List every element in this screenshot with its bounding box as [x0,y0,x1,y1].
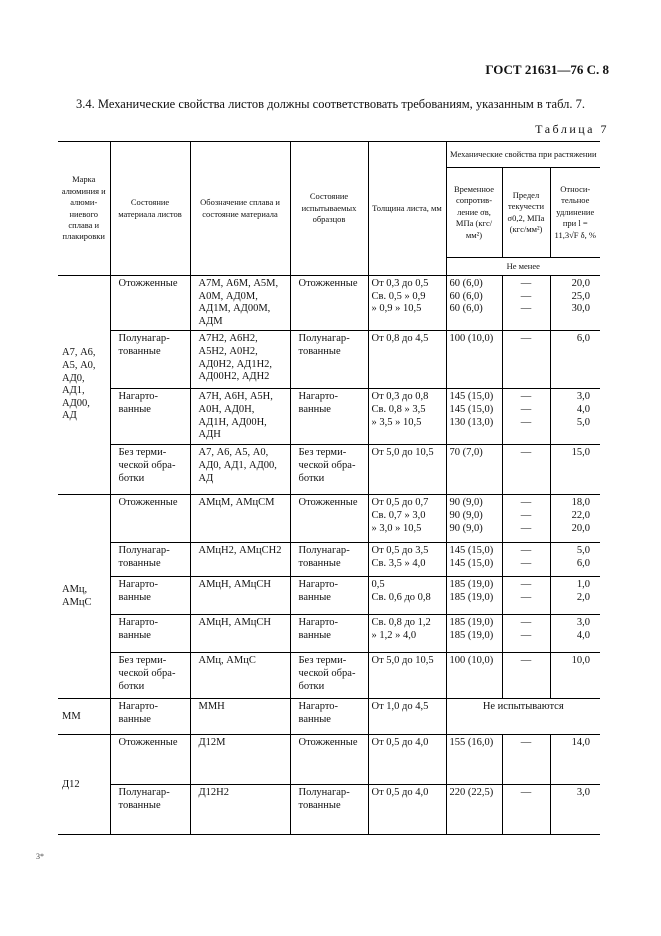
yield-cell [502,276,550,331]
yield-value: — [520,617,532,629]
tensile-cell [446,331,502,389]
footer-mark: 3* [36,852,44,861]
yield-cell [502,653,550,699]
elongation-value: 15,0 [571,447,590,459]
thickness-cell [368,615,446,653]
col-header-min-note: Не менее [446,258,600,276]
test-condition-cell: Нагартованные [290,615,368,653]
thickness-cell [368,331,446,389]
tensile-value: 70 (7,0) [449,447,483,459]
tensile-cell [446,735,502,785]
thickness-cell [368,389,446,445]
designation-cell: Д12Н2 [190,785,290,835]
elongation-cell [550,785,600,835]
yield-value: — [520,509,532,521]
yield-cell [502,785,550,835]
designation-cell: АМцМ, АМцСМ [190,495,290,543]
tensile-value: 145 (15,0) [449,545,494,557]
thickness-cell [368,543,446,577]
yield-value: — [520,497,532,509]
thickness-value: » 3,0 » 10,5 [371,522,422,534]
table-row [58,577,600,615]
test-condition-cell: Полунагартованные [290,543,368,577]
designation-cell: А7Н, А6Н, А5Н, А0Н, АД0Н, АД1Н, АД00Н, АДН [190,389,290,445]
tensile-value: 185 (19,0) [449,579,494,591]
tensile-cell [446,543,502,577]
tensile-cell [446,785,502,835]
designation-cell: ММН [190,699,290,735]
thickness-value: От 1,0 до 4,5 [371,701,429,713]
table-row [58,699,600,735]
tensile-value: 185 (19,0) [449,617,494,629]
mechanical-properties-table [58,141,600,835]
yield-value: — [520,278,532,289]
col-header-grade: Марка алюминия и алюминиевого сплава и плакировки [58,142,110,276]
col-header-elongation: Относительное удлинение при l = 11,3√F δ, % [550,168,600,258]
designation-cell: АМцН2, АМцСН2 [190,543,290,577]
elongation-value: 20,0 [571,522,590,534]
elongation-value: 4,0 [576,629,590,641]
thickness-value: От 5,0 до 10,5 [371,655,434,667]
tensile-cell [446,615,502,653]
thickness-value: Св. 0,5 » 0,9 [371,290,426,302]
supply-condition-cell: Нагартованные [110,389,190,445]
test-condition-cell: Отожженные [290,495,368,543]
yield-value: — [520,737,532,749]
thickness-cell [368,653,446,699]
yield-value: — [520,545,532,557]
thickness-value: От 0,5 до 0,7 [371,497,429,509]
col-header-yield: Предел текучести σ0,2, МПа (кгс/мм²) [502,168,550,258]
designation-cell: А7Н2, А6Н2, А5Н2, А0Н2, АД0Н2, АД1Н2, АД00Н2, АДН2 [190,331,290,389]
thickness-value: » 1,2 » 4,0 [371,629,417,641]
table-row [58,735,600,785]
elongation-cell [550,331,600,389]
tensile-cell [446,577,502,615]
test-condition-cell: Полунагартованные [290,785,368,835]
not-tested-cell: Не испытываются [446,699,600,735]
designation-cell: АМцН, АМцСН [190,615,290,653]
elongation-value: 3,0 [576,617,590,629]
supply-condition-cell: Без термической обработки [110,445,190,495]
elongation-value: 22,0 [571,509,590,521]
thickness-value: Св. 0,8 до 1,2 [371,617,431,629]
yield-cell [502,615,550,653]
table-row [58,615,600,653]
supply-condition-cell: Полунагартованные [110,331,190,389]
thickness-cell [368,445,446,495]
thickness-value: 0,5 [371,579,385,591]
col-header-mech-group: Механические свойства при растяжении [446,142,600,168]
grade-cell: Д12 [58,735,110,835]
yield-value: — [520,655,532,667]
grade-cell: АМц, АМцС [58,495,110,699]
table-row [58,331,600,389]
table-row [58,276,600,331]
yield-cell [502,735,550,785]
yield-value: — [520,579,532,591]
elongation-cell [550,735,600,785]
tensile-value: 90 (9,0) [449,497,483,509]
elongation-value: 14,0 [571,737,590,749]
elongation-value: 30,0 [571,303,590,315]
elongation-value: 3,0 [576,787,590,799]
tensile-value: 185 (19,0) [449,629,494,641]
yield-cell [502,543,550,577]
supply-condition-cell: Полунагартованные [110,543,190,577]
elongation-value: 20,0 [571,278,590,289]
designation-cell: А7, А6, А5, А0, АД0, АД1, АД00, АД [190,445,290,495]
thickness-cell [368,735,446,785]
tensile-cell [446,389,502,445]
col-header-test: Состояние испытываемых образцов [290,142,368,276]
thickness-value: Св. 3,5 » 4,0 [371,557,426,569]
thickness-cell [368,699,446,735]
supply-condition-cell: Полунагартованные [110,785,190,835]
tensile-cell [446,495,502,543]
tensile-value: 60 (6,0) [449,278,483,289]
elongation-value: 3,0 [576,391,590,403]
yield-value: — [520,787,532,799]
designation-cell: Д12М [190,735,290,785]
col-header-tensile: Временное сопротивление σв, МПа (кгс/мм²) [446,168,502,258]
yield-cell [502,495,550,543]
tensile-value: 145 (15,0) [449,391,494,403]
elongation-value: 6,0 [576,557,590,569]
elongation-value: 25,0 [571,290,590,302]
test-condition-cell: Нагартованные [290,389,368,445]
document-header: ГОСТ 21631—76 С. 8 [485,62,609,77]
tensile-value: 100 (10,0) [449,333,494,345]
test-condition-cell: Без термической обработки [290,445,368,495]
designation-cell: А7М, А6М, А5М, А0М, АД0М, АД1М, АД00М, АДМ [190,276,290,331]
thickness-cell [368,495,446,543]
elongation-value: 1,0 [576,579,590,591]
table-row [58,445,600,495]
col-header-designation: Обозначение сплава и состояние материала [190,142,290,276]
thickness-value: » 3,5 » 10,5 [371,416,422,428]
thickness-value: От 0,3 до 0,8 [371,391,429,403]
table-row [58,653,600,699]
elongation-cell [550,495,600,543]
table-row [58,543,600,577]
elongation-value: 4,0 [576,403,590,415]
intro-paragraph: 3.4. Механические свойства листов должны соответствовать требованиям, указанным в табл. 7. [76,97,586,111]
tensile-value: 100 (10,0) [449,655,494,667]
thickness-value: Св. 0,6 до 0,8 [371,591,431,603]
elongation-value: 18,0 [571,497,590,509]
elongation-cell [550,276,600,331]
elongation-cell [550,543,600,577]
supply-condition-cell: Нагартованные [110,577,190,615]
yield-value: — [520,290,532,302]
test-condition-cell: Отожженные [290,735,368,785]
elongation-value: 5,0 [576,545,590,557]
thickness-value: От 0,5 до 3,5 [371,545,429,557]
thickness-cell [368,577,446,615]
yield-value: — [520,522,532,534]
table-row [58,389,600,445]
thickness-value: От 0,5 до 4,0 [371,737,429,749]
tensile-cell [446,653,502,699]
elongation-cell [550,577,600,615]
yield-value: — [520,333,532,345]
thickness-value: От 0,3 до 0,5 [371,278,429,289]
elongation-value: 2,0 [576,591,590,603]
test-condition-cell: Полунагартованные [290,331,368,389]
yield-value: — [520,447,532,459]
elongation-cell [550,653,600,699]
supply-condition-cell: Без термической обработки [110,653,190,699]
thickness-value: » 0,9 » 10,5 [371,303,422,315]
yield-value: — [520,303,532,315]
tensile-value: 60 (6,0) [449,303,483,315]
yield-value: — [520,629,532,641]
yield-value: — [520,557,532,569]
tensile-cell [446,445,502,495]
grade-cell: А7, А6, А5, А0, АД0, АД1, АД00, АД [58,276,110,495]
designation-cell: АМц, АМцС [190,653,290,699]
tensile-value: 155 (16,0) [449,737,494,749]
elongation-cell [550,615,600,653]
test-condition-cell: Без термической обработки [290,653,368,699]
thickness-value: Св. 0,7 » 3,0 [371,509,426,521]
test-condition-cell: Отожженные [290,276,368,331]
thickness-value: Св. 0,8 » 3,5 [371,403,426,415]
table-body [58,276,600,835]
yield-value: — [520,403,532,415]
supply-condition-cell: Отожженные [110,276,190,331]
supply-condition-cell: Нагартованные [110,699,190,735]
thickness-value: От 5,0 до 10,5 [371,447,434,459]
table-caption: Таблица 7 [535,122,609,136]
yield-cell [502,577,550,615]
tensile-value: 130 (13,0) [449,416,494,428]
elongation-cell [550,389,600,445]
test-condition-cell: Нагартованные [290,577,368,615]
supply-condition-cell: Отожженные [110,735,190,785]
yield-cell [502,445,550,495]
elongation-value: 6,0 [576,333,590,345]
table-row [58,495,600,543]
thickness-value: От 0,8 до 4,5 [371,333,429,345]
table-row [58,785,600,835]
supply-condition-cell: Нагартованные [110,615,190,653]
yield-value: — [520,391,532,403]
tensile-value: 60 (6,0) [449,290,483,302]
yield-cell [502,389,550,445]
elongation-value: 5,0 [576,416,590,428]
tensile-value: 185 (19,0) [449,591,494,603]
yield-value: — [520,416,532,428]
col-header-supply: Состояние материала листов [110,142,190,276]
tensile-value: 220 (22,5) [449,787,494,799]
tensile-cell [446,276,502,331]
elongation-cell [550,445,600,495]
tensile-value: 145 (15,0) [449,557,494,569]
elongation-value: 10,0 [571,655,590,667]
thickness-cell [368,276,446,331]
thickness-cell [368,785,446,835]
col-header-thickness: Толщина листа, мм [368,142,446,276]
tensile-value: 90 (9,0) [449,509,483,521]
tensile-value: 90 (9,0) [449,522,483,534]
grade-cell: ММ [58,699,110,735]
designation-cell: АМцН, АМцСН [190,577,290,615]
test-condition-cell: Нагартованные [290,699,368,735]
yield-value: — [520,591,532,603]
yield-cell [502,331,550,389]
tensile-value: 145 (15,0) [449,403,494,415]
thickness-value: От 0,5 до 4,0 [371,787,429,799]
supply-condition-cell: Отожженные [110,495,190,543]
